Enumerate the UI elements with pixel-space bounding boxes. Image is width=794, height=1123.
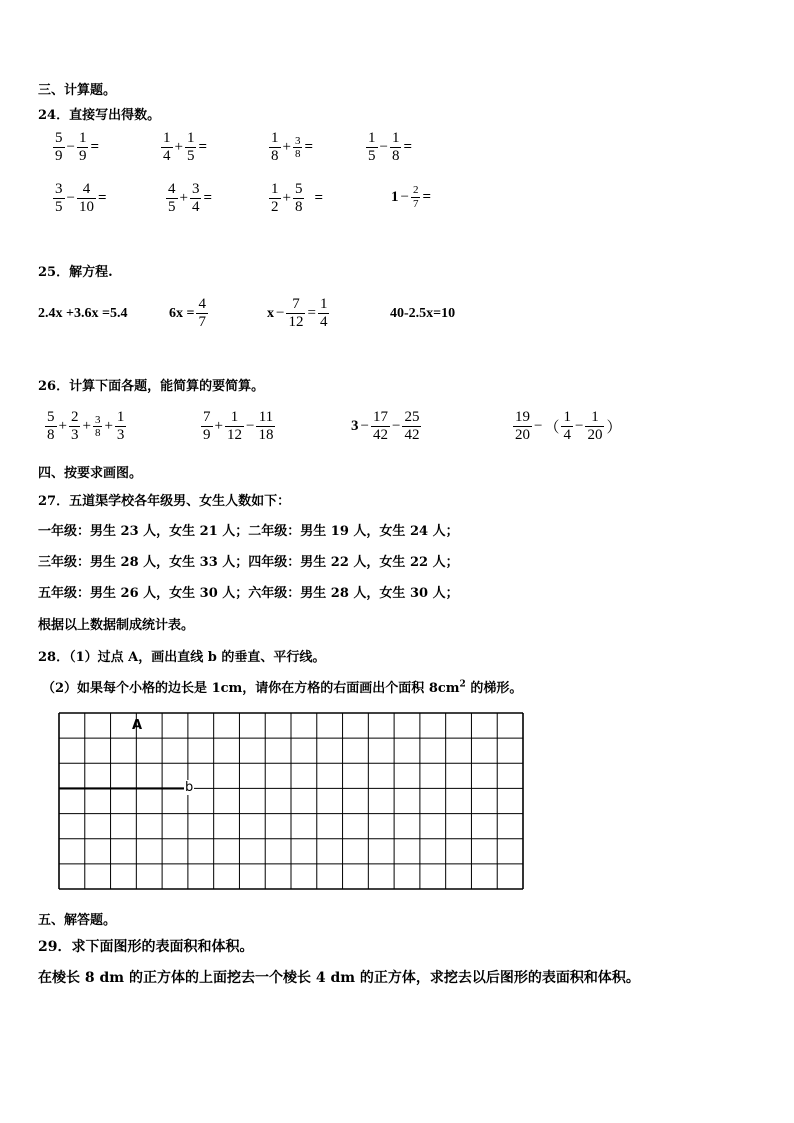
numerator: 4 [198, 296, 206, 312]
fraction [53, 130, 65, 166]
operator: − [400, 188, 409, 205]
denominator: 4 [319, 314, 328, 331]
fraction [166, 181, 178, 217]
line-b-label: b [185, 780, 194, 795]
denominator: 4 [163, 148, 171, 165]
operator: + [282, 139, 291, 156]
denominator: 9 [203, 427, 211, 444]
equation-3 [266, 296, 330, 332]
operator: − [534, 418, 543, 435]
question-text: 在棱长 8 dm 的正方体的上面挖去一个棱长 4 dm 的正方体，求挖去以后图形的表面积和体积。 [38, 970, 640, 986]
fraction [513, 409, 532, 445]
denominator: 5 [368, 148, 376, 165]
numerator: 1 [391, 130, 400, 146]
right-paren: ） [606, 420, 622, 437]
denominator: 8 [94, 427, 101, 440]
left-paren: （ [544, 420, 560, 437]
numerator: 5 [47, 409, 55, 425]
point-a-label: A [132, 718, 143, 733]
numerator: 1 [163, 130, 171, 146]
denominator: 8 [271, 148, 279, 165]
fraction [161, 130, 173, 166]
denominator: 3 [70, 427, 79, 444]
expression [165, 181, 213, 217]
denominator: 4 [563, 427, 571, 444]
section-heading: 三、计算题。 [38, 83, 117, 98]
fraction [402, 409, 421, 445]
denominator: 12 [288, 314, 304, 331]
numerator: 4 [168, 181, 176, 197]
data-line: 五年级：男生 26 人，女生 30 人；六年级：男生 28 人，女生 30 人； [38, 586, 459, 601]
fraction [293, 181, 305, 217]
equals-sign: = [314, 190, 324, 207]
question-title: 27．五道渠学校各年级男、女生人数如下： [38, 494, 291, 509]
fraction [366, 130, 378, 166]
question-title: 29．求下面图形的表面积和体积。 [38, 939, 254, 955]
operator: − [574, 418, 584, 435]
denominator: 5 [55, 199, 63, 216]
operator: − [66, 190, 75, 207]
expression [52, 130, 100, 166]
expression [52, 181, 108, 217]
denominator: 10 [78, 199, 94, 216]
denominator: 8 [294, 199, 303, 216]
data-line: 三年级：男生 28 人，女生 33 人；四年级：男生 22 人，女生 22 人； [38, 555, 459, 570]
denominator: 8 [294, 148, 301, 161]
drawing-grid[interactable] [58, 712, 524, 890]
subpart-text-end: 的梯形。 [465, 681, 523, 696]
operator: − [276, 305, 285, 322]
numerator: 3 [294, 134, 301, 147]
operator: − [391, 418, 401, 435]
operator: − [360, 418, 369, 435]
denominator: 9 [78, 148, 87, 165]
equals-sign: = [90, 139, 100, 156]
numerator: 19 [515, 409, 530, 425]
numerator: 1 [271, 181, 279, 197]
question-title: 25．解方程. [38, 265, 113, 280]
denominator: 18 [258, 427, 274, 444]
equation-lhs: 6x = [169, 305, 195, 321]
equals-sign: = [198, 139, 208, 156]
operator: − [245, 418, 255, 435]
fraction [45, 409, 57, 445]
expression [268, 130, 314, 166]
denominator: 42 [372, 427, 388, 444]
numerator: 7 [292, 296, 300, 312]
fraction [561, 409, 573, 445]
question-title: 26．计算下面各题，能简算的要简算。 [38, 379, 265, 394]
denominator: 7 [198, 314, 206, 331]
equals-sign: = [403, 139, 413, 156]
fraction [53, 181, 65, 217]
numerator: 1 [591, 409, 599, 425]
operator: + [104, 418, 113, 435]
expression [390, 184, 432, 210]
numerator: 5 [294, 181, 303, 197]
numerator: 1 [319, 296, 328, 312]
operator: + [174, 139, 183, 156]
numerator: 1 [368, 130, 376, 146]
fraction [77, 181, 96, 217]
fraction [77, 130, 89, 166]
numerator: 4 [82, 181, 91, 197]
data-line: 一年级：男生 23 人，女生 21 人；二年级：男生 19 人，女生 24 人； [38, 524, 459, 539]
equation-2 [168, 296, 209, 332]
equation-1: 2.4x +3.6x =5.4 [38, 306, 128, 321]
operator: + [82, 418, 91, 435]
fraction [390, 130, 402, 166]
superscript: 2 [459, 679, 466, 690]
fraction [256, 409, 275, 445]
numerator: 3 [191, 181, 200, 197]
leading-number: 1 [391, 188, 399, 205]
fraction [115, 409, 127, 445]
fraction [93, 414, 103, 440]
question-subpart [42, 677, 522, 696]
denominator: 2 [271, 199, 279, 216]
question-title: 24．直接写出得数。 [38, 108, 161, 123]
question-title: 28．（1）过点 A，画出直线 b 的垂直、平行线。 [38, 650, 326, 665]
denominator: 5 [186, 148, 195, 165]
expression [44, 409, 127, 445]
instruction-text: 根据以上数据制成统计表。 [38, 618, 195, 633]
expression [365, 130, 413, 166]
fraction [190, 181, 202, 217]
leading-number: 3 [351, 418, 359, 435]
denominator: 9 [55, 148, 63, 165]
denominator: 20 [587, 427, 603, 444]
equals-sign: = [97, 190, 107, 207]
operator: − [379, 139, 388, 156]
denominator: 12 [226, 427, 242, 444]
fraction [269, 130, 281, 166]
fraction [269, 181, 281, 217]
numerator: 1 [230, 409, 239, 425]
expression [200, 409, 276, 445]
fraction [585, 409, 604, 445]
denominator: 3 [116, 427, 125, 444]
equals-sign: = [307, 305, 316, 322]
numerator: 3 [94, 413, 101, 426]
denominator: 4 [191, 199, 200, 216]
fraction [201, 409, 213, 445]
numerator: 7 [203, 409, 211, 425]
operator: + [214, 418, 223, 435]
operator: − [66, 139, 75, 156]
numerator: 1 [186, 130, 195, 146]
denominator: 5 [168, 199, 176, 216]
operator: + [282, 190, 291, 207]
denominator: 7 [412, 197, 419, 210]
fraction [185, 130, 197, 166]
operator: + [179, 190, 188, 207]
section-heading: 五、解答题。 [38, 913, 117, 928]
expression [268, 181, 324, 217]
denominator: 8 [391, 148, 400, 165]
subpart-text: （2）如果每个小格的边长是 1cm，请你在方格的右面画出个面积 8cm [42, 681, 460, 696]
fraction [293, 135, 303, 161]
numerator: 25 [404, 409, 420, 425]
fraction [69, 409, 81, 445]
numerator: 2 [70, 409, 79, 425]
denominator: 42 [404, 427, 420, 444]
numerator: 11 [258, 409, 274, 425]
expression [160, 130, 208, 166]
fraction [225, 409, 244, 445]
fraction [286, 296, 305, 332]
equals-sign: = [203, 190, 213, 207]
denominator: 20 [515, 427, 530, 444]
numerator: 1 [116, 409, 125, 425]
variable: x [267, 305, 274, 321]
operator: + [58, 418, 67, 435]
fraction [318, 296, 330, 332]
numerator: 5 [55, 130, 63, 146]
numerator: 1 [271, 130, 279, 146]
numerator: 1 [563, 409, 571, 425]
fraction [371, 409, 390, 445]
grid-svg[interactable] [58, 712, 524, 890]
numerator: 3 [55, 181, 63, 197]
expression [512, 409, 622, 445]
expression [350, 409, 422, 445]
numerator: 1 [78, 130, 87, 146]
fraction [411, 184, 421, 210]
equation-4: 40-2.5x=10 [390, 306, 456, 321]
numerator: 17 [372, 409, 388, 425]
equals-sign: = [422, 188, 432, 205]
numerator: 2 [412, 184, 419, 196]
section-heading: 四、按要求画图。 [38, 466, 143, 481]
fraction [196, 296, 208, 332]
equals-sign: = [304, 139, 314, 156]
denominator: 8 [47, 427, 55, 444]
